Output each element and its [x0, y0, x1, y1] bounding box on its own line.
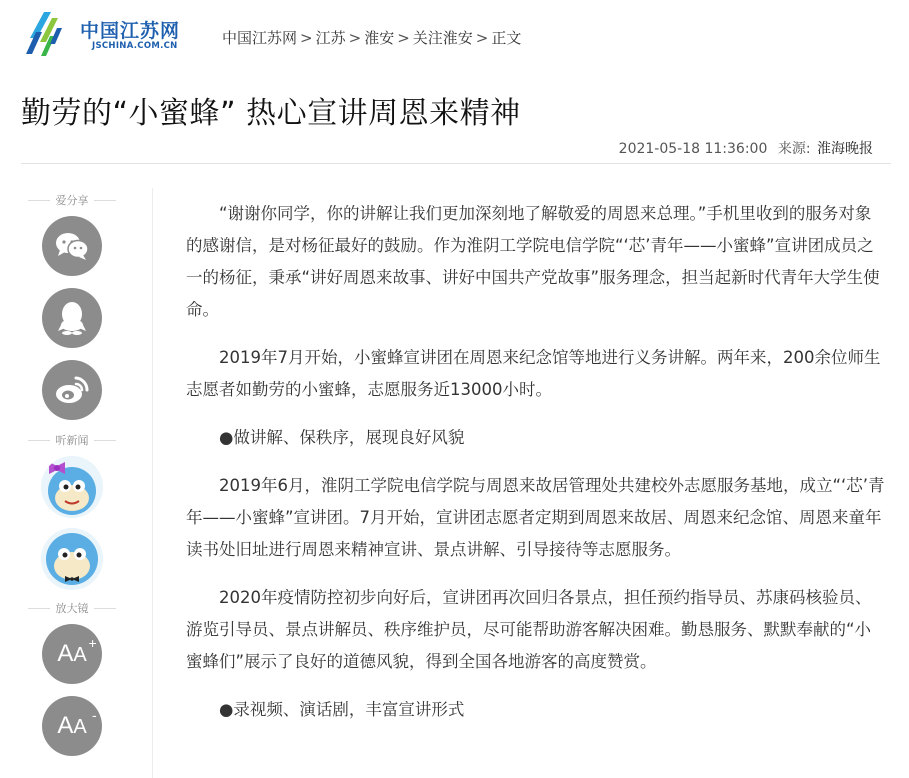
qq-share-button[interactable] [42, 288, 102, 348]
source-name: 淮海晚报 [817, 141, 873, 157]
publish-datetime: 2021-05-18 11:36:00 [618, 141, 768, 157]
font-increase-button[interactable] [42, 624, 102, 684]
breadcrumb-separator: > [300, 29, 313, 47]
sidebar-tools [22, 188, 122, 768]
font-decrease-icon: AA - [57, 707, 97, 739]
qq-icon [58, 301, 86, 335]
female-voice-button[interactable] [41, 456, 103, 518]
logo-text-cn: 中国江苏网 [80, 20, 181, 42]
breadcrumb-huaian[interactable]: 淮安 [364, 29, 395, 47]
source-label: 来源: [777, 141, 811, 157]
male-voice-button[interactable] [41, 528, 103, 590]
weibo-icon [54, 374, 90, 406]
female-voice-avatar-icon [41, 456, 103, 518]
sidebar-divider [152, 188, 153, 778]
article-paragraph: 2020年疫情防控初步向好后，宣讲团再次回归各景点，担任预约指导员、苏康码核验员、游览引导员、景点讲解员、秩序维护员，尽可能帮助游客解决困难。勤恳服务、默默奉献的“小蜜蜂们”展示了良好的道德风貌，得到全国各地游客的高度赞赏。 [186, 588, 872, 671]
article-title: 勤劳的“小蜜蜂” 热心宣讲周恩来精神 [21, 96, 521, 131]
article-subheading: ●做讲解、保秩序，展现良好风貌 [219, 428, 465, 447]
zoom-section-label: 放大镜 [22, 600, 122, 616]
article-paragraph: 2019年6月，淮阴工学院电信学院与周恩来故居管理处共建校外志愿服务基地，成立“‘芯’青年——小蜜蜂”宣讲团。7月开始，宣讲团志愿者定期到周恩来故居、周恩来纪念馆、周恩来童年读书处旧址进行周恩来精神宣讲、景点讲解、引导接待等志愿服务。 [186, 476, 885, 559]
logo-text-en: JSCHINA.COM.CN [92, 41, 178, 51]
breadcrumb-separator: > [348, 29, 362, 47]
site-logo[interactable] [24, 10, 194, 62]
breadcrumb [222, 27, 521, 48]
article-paragraph: “谢谢你同学，你的讲解让我们更加深刻地了解敬爱的周恩来总理。”手机里收到的服务对象的感谢信，是对杨征最好的鼓励。作为淮阴工学院电信学院“‘芯’青年——小蜜蜂”宣讲团成员之一的杨征，秉承“讲好周恩来故事、讲好中国共产党故事”服务理念，担当起新时代青年大学生使命。 [186, 204, 880, 319]
article-subheading: ●录视频、演话剧，丰富宣讲形式 [219, 700, 465, 719]
article-body [186, 198, 886, 742]
wechat-share-button[interactable] [42, 216, 102, 276]
breadcrumb-separator: > [475, 29, 489, 47]
share-section-label: 爱分享 [22, 192, 122, 208]
article-meta [619, 138, 873, 158]
header-divider [21, 163, 891, 164]
breadcrumb-focus-huaian[interactable]: 关注淮安 [412, 29, 473, 47]
breadcrumb-separator: > [397, 29, 410, 47]
breadcrumb-jiangsu[interactable]: 江苏 [315, 29, 346, 47]
logo-mark-icon [24, 10, 64, 60]
article-paragraph: 2019年7月开始，小蜜蜂宣讲团在周恩来纪念馆等地进行义务讲解。两年来，200余位师生志愿者如勤劳的小蜜蜂，志愿服务近13000小时。 [186, 348, 881, 399]
wechat-icon [54, 231, 90, 261]
breadcrumb-home[interactable]: 中国江苏网 [222, 29, 298, 47]
site-header [0, 0, 909, 78]
weibo-share-button[interactable] [42, 360, 102, 420]
breadcrumb-current: 正文 [491, 29, 522, 47]
font-decrease-button[interactable] [42, 696, 102, 756]
male-voice-avatar-icon [41, 528, 103, 590]
font-increase-icon: AA + [57, 635, 97, 667]
listen-section-label: 听新闻 [22, 432, 122, 448]
